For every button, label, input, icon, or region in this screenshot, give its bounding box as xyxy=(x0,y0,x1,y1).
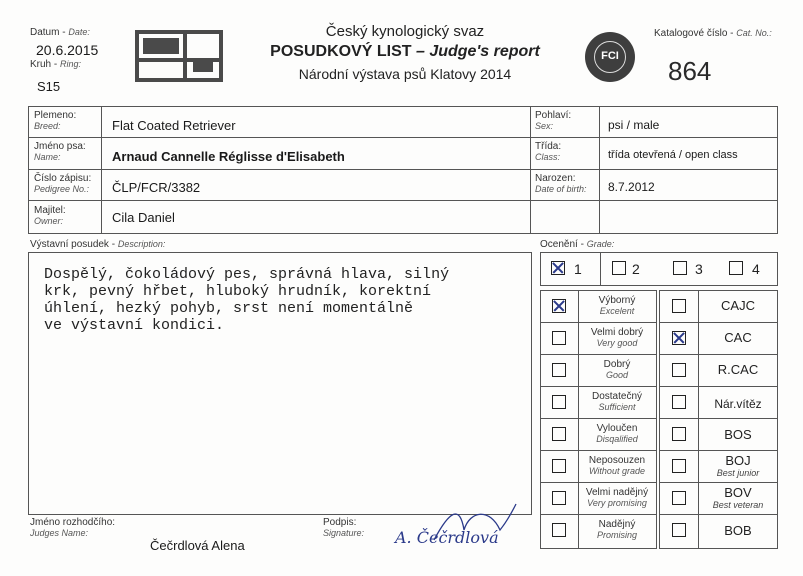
rating-excellent-checkbox[interactable] xyxy=(552,299,566,313)
rating-very-good-label: Velmi dobrý Very good xyxy=(590,327,644,348)
grade-label: Ocenění - Grade: xyxy=(540,239,615,250)
judge-value: Čečrdlová Alena xyxy=(150,538,245,553)
rating-very-good-checkbox[interactable] xyxy=(552,331,566,345)
grade-1-label: 1 xyxy=(574,261,582,277)
title-cac-checkbox[interactable] xyxy=(672,331,686,345)
pedigree-label: Číslo zápisu: Pedigree No.: xyxy=(34,173,92,194)
grade-4-checkbox[interactable] xyxy=(729,261,743,275)
date-value: 20.6.2015 xyxy=(36,42,99,58)
org-name: Český kynologický svaz xyxy=(325,23,485,40)
title-bob-checkbox[interactable] xyxy=(672,523,686,537)
title-cajc-label: CAJC xyxy=(721,298,755,313)
show-name: Národní výstava psů Klatovy 2014 xyxy=(298,66,512,82)
title-bov-label: BOV Best veteran xyxy=(712,485,764,510)
title-rcac-label: R.CAC xyxy=(717,362,759,377)
owner-label: Majitel: Owner: xyxy=(34,205,66,226)
rating-very-promising-label: Velmi nadějný Very promising xyxy=(585,487,649,508)
grade-2-checkbox[interactable] xyxy=(612,261,626,275)
rating-without-grade-label: Neposouzen Without grade xyxy=(588,455,646,476)
title-bob-label: BOB xyxy=(724,523,752,538)
date-label: Datum - Date: xyxy=(30,27,90,38)
title-boj-checkbox[interactable] xyxy=(672,459,686,473)
grade-3-checkbox[interactable] xyxy=(673,261,687,275)
rating-sufficient-checkbox[interactable] xyxy=(552,395,566,409)
titles-box xyxy=(659,290,778,549)
title-bov-checkbox[interactable] xyxy=(672,491,686,505)
title-cajc-checkbox[interactable] xyxy=(672,299,686,313)
sex-value: psi / male xyxy=(608,118,660,132)
grade-1-checkbox[interactable] xyxy=(551,261,565,275)
rating-without-grade-checkbox[interactable] xyxy=(552,459,566,473)
sex-label: Pohlaví: Sex: xyxy=(535,110,572,131)
title-national-winner-checkbox[interactable] xyxy=(672,395,686,409)
rating-good-label: Dobrý Good xyxy=(603,359,631,380)
grade-4-label: 4 xyxy=(752,261,760,277)
title-cac-label: CAC xyxy=(724,330,752,345)
breed-label: Plemeno: Breed: xyxy=(34,110,77,131)
signature-flourish xyxy=(430,500,520,550)
cat-label: Katalogové číslo - Cat. No.: xyxy=(654,28,772,39)
breed-value: Flat Coated Retriever xyxy=(112,118,236,133)
description-label: Výstavní posudek - Description: xyxy=(30,239,166,250)
rating-excellent-label: Výborný Excelent xyxy=(598,295,636,316)
rating-very-promising-checkbox[interactable] xyxy=(552,491,566,505)
cat-number: 864 xyxy=(668,56,712,86)
rating-sufficient-label: Dostatečný Sufficient xyxy=(591,391,643,412)
grade-2-label: 2 xyxy=(632,261,640,277)
signature-label: Podpis: Signature: xyxy=(323,517,365,538)
class-value: třída otevřená / open class xyxy=(608,149,738,161)
title-national-winner-label: Nár.vítěz xyxy=(714,397,762,411)
birth-value: 8.7.2012 xyxy=(608,180,655,194)
ring-value: S15 xyxy=(37,79,61,94)
title-bos-label: BOS xyxy=(724,427,752,442)
description-text: Dospělý, čokoládový pes, správná hlava, silný krk, pevný hřbet, hluboký hrudník, korektní úhlení, hezký pohyb, srst není momentálně ve výstavní kondici. xyxy=(44,266,450,334)
fci-logo: FCI xyxy=(585,32,635,82)
title-rcac-checkbox[interactable] xyxy=(672,363,686,377)
rating-promising-checkbox[interactable] xyxy=(552,523,566,537)
name-label: Jméno psa: Name: xyxy=(34,141,86,162)
grade-3-label: 3 xyxy=(695,261,703,277)
birth-label: Narozen: Date of birth: xyxy=(535,173,587,194)
class-label: Třída: Class: xyxy=(535,141,562,162)
rating-disqualified-checkbox[interactable] xyxy=(552,427,566,441)
signature: A. Čečrdlová xyxy=(395,528,499,547)
owner-value: Cila Daniel xyxy=(112,210,175,225)
judge-label: Jméno rozhodčího: Judges Name: xyxy=(30,517,116,538)
rating-disqualified-label: Vyloučen Disqalified xyxy=(596,423,638,444)
title-boj-label: BOJ Best junior xyxy=(716,453,760,478)
report-title: POSUDKOVÝ LIST – Judge's report xyxy=(270,43,540,60)
pedigree-value: ČLP/FCR/3382 xyxy=(112,180,201,195)
title-bos-checkbox[interactable] xyxy=(672,427,686,441)
rating-promising-label: Nadějný Promising xyxy=(596,519,637,540)
cmku-logo xyxy=(135,30,223,82)
rating-good-checkbox[interactable] xyxy=(552,363,566,377)
ring-label: Kruh - Ring: xyxy=(30,59,82,70)
name-value: Arnaud Cannelle Réglisse d'Elisabeth xyxy=(112,149,345,164)
